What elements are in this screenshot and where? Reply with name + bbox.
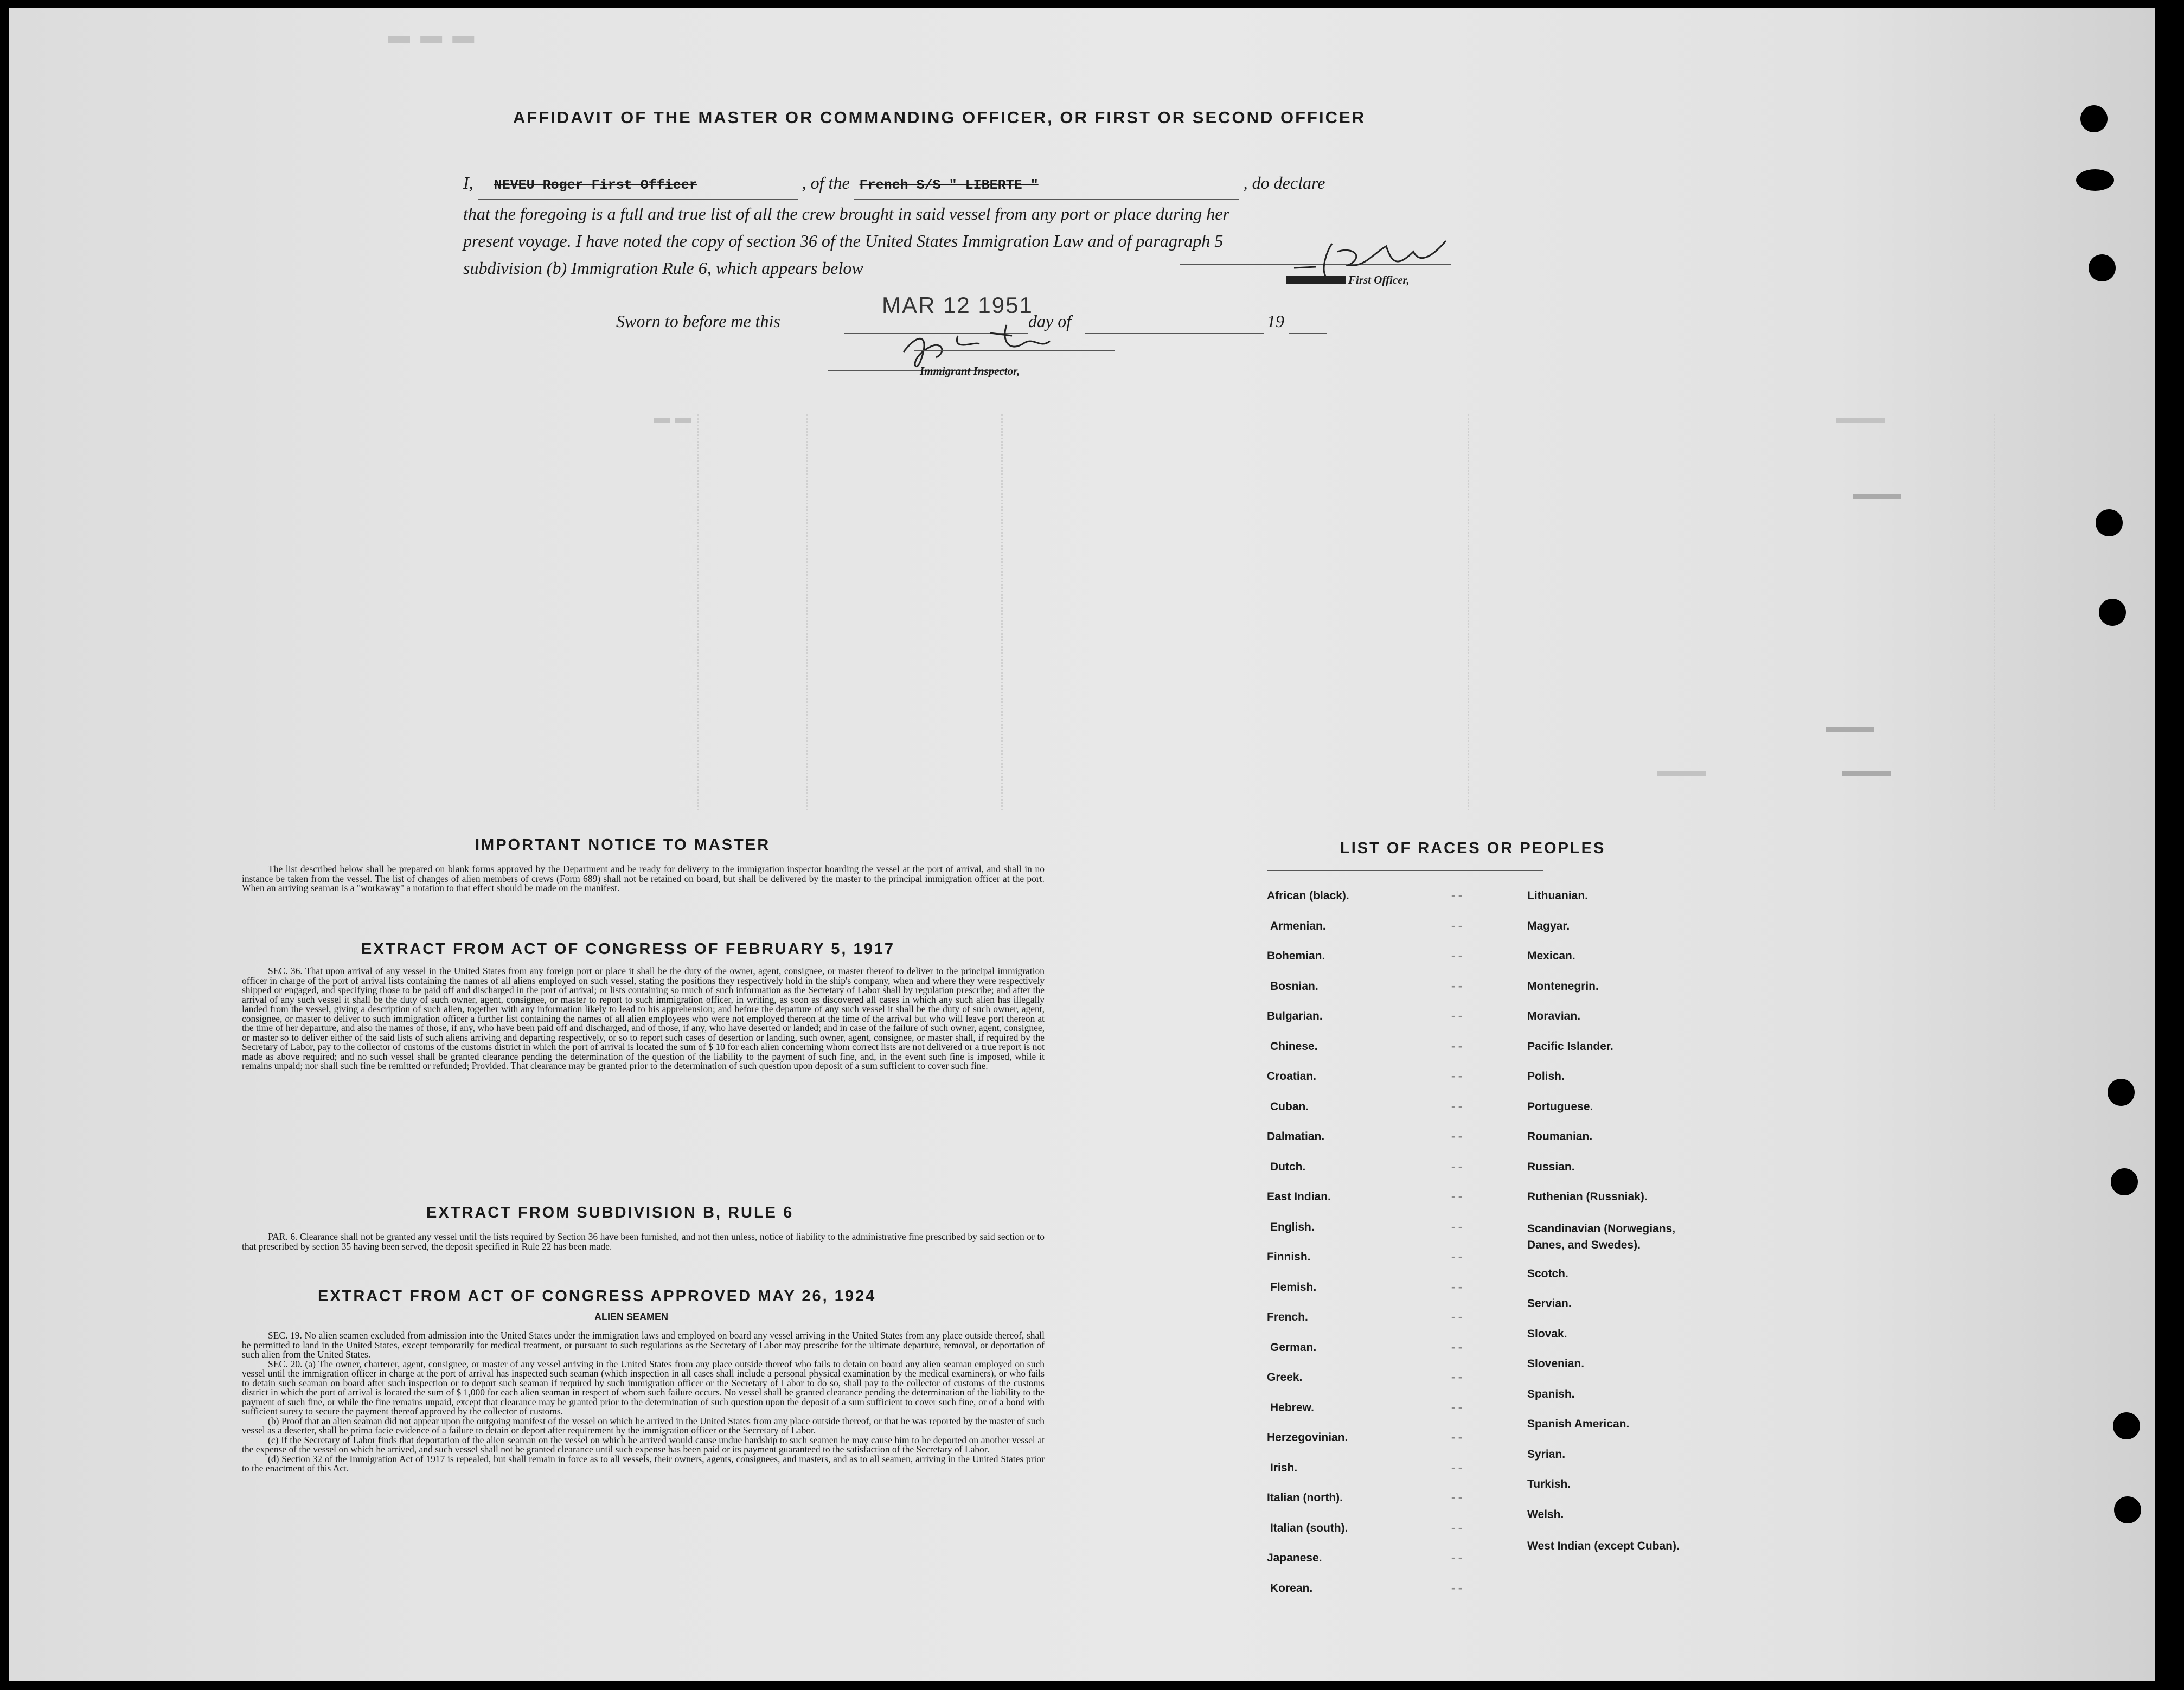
affidavit-line-3: present voyage. I have noted the copy of section 36 of the United States Immigration Law and of paragraph 5: [463, 231, 1224, 251]
race-item: Scotch.: [1527, 1267, 1568, 1280]
race-item: Italian (south).: [1270, 1521, 1348, 1534]
column-guide: [1001, 414, 1003, 810]
race-item: Finnish.: [1267, 1251, 1311, 1263]
race-item: Bulgarian.: [1267, 1010, 1323, 1022]
race-separator: - -: [1451, 1070, 1462, 1083]
affidavit-of-the: , of the: [802, 173, 850, 193]
race-item: Polish.: [1527, 1070, 1565, 1083]
section-20b-text: (b) Proof that an alien seaman did not appear upon the outgoing manifest of the vessel on which he arrived in the United States from any place outside thereof, or that he was reported by the master of such vessel as a deserter, shall be prima facie evidence of a failure to detain or deport after requirement by the immigration officer or the Secretary of Labor.: [242, 1415, 1045, 1436]
race-item: Dalmatian.: [1267, 1130, 1325, 1143]
extract-1924-title: EXTRACT FROM ACT OF CONGRESS APPROVED MAY 26, 1924: [318, 1288, 876, 1305]
extract-1924-body: [242, 1331, 1045, 1474]
races-title: LIST OF RACES OR PEOPLES: [1340, 840, 1606, 857]
extract-1917-body: [242, 966, 1045, 1071]
race-item: Pacific Islander.: [1527, 1040, 1613, 1053]
inspector-caption: Immigrant Inspector,: [920, 364, 1020, 377]
binder-hole: [2099, 599, 2126, 626]
race-separator: - -: [1451, 919, 1462, 932]
race-separator: - -: [1451, 1160, 1462, 1173]
notice-body: [242, 865, 1045, 893]
race-item: Korean.: [1270, 1582, 1313, 1595]
section-20d-text: (d) Section 32 of the Immigration Act of 1917 is repealed, but shall remain in force as to all vessels, their owners, agents, consignees, and masters, and as to all seamen, arriving in the United States prior to the enactment of this Act.: [242, 1453, 1045, 1474]
race-item: Italian (north).: [1267, 1491, 1343, 1504]
race-item: Russian.: [1527, 1160, 1575, 1173]
bleed-through-text: ▬ ▬ ▬: [388, 24, 477, 48]
race-item: Slovenian.: [1527, 1358, 1585, 1371]
race-separator: - -: [1451, 1491, 1462, 1504]
bleed-through-marks: ▬▬▬: [1836, 409, 1885, 427]
race-item: Greek.: [1267, 1371, 1303, 1384]
race-item: Syrian.: [1527, 1448, 1566, 1461]
race-item: Roumanian.: [1527, 1130, 1593, 1143]
race-separator: - -: [1451, 889, 1462, 902]
affidavit-title: AFFIDAVIT OF THE MASTER OR COMMANDING OFFICER, OR FIRST OR SECOND OFFICER: [513, 108, 1366, 127]
race-item: Hebrew.: [1270, 1401, 1314, 1414]
year-prefix: 19: [1267, 311, 1284, 331]
race-item: Armenian.: [1270, 919, 1326, 932]
race-item: Welsh.: [1527, 1508, 1564, 1521]
race-separator: - -: [1451, 1220, 1462, 1233]
date-stamp: MAR 12 1951: [882, 292, 1033, 318]
bleed-through-marks: ▬ ▬: [654, 409, 691, 427]
race-item: West Indian (except Cuban).: [1527, 1540, 1680, 1553]
officer-name: NEVEU Roger First Officer: [478, 172, 798, 200]
races-rule: [1267, 870, 1543, 872]
binder-hole: [2111, 1168, 2138, 1195]
section-36-text: SEC. 36. That upon arrival of any vessel in the United States from any foreign port or place it shall be the duty of the owner, agent, consignee, or master thereof to deliver to the principal immigration officer in charge of the port of arrival lists containing the names of all aliens employed on such vessel, stating the positions they respectively hold in the ship's company, when and where they were respectively shipped or engaged, and specifying those to be paid off and discharged in the port of arrival; or lists containing so much of such information as the Secretary of Labor shall by regulation prescribe; and after the arrival of any such vessel it shall be the duty of such owner, agent, consignee, or master to report to such immigration officer, in writing, as soon as discovered all cases in which any such alien has illegally landed from the vessel, giving a description of such alien, together with any information likely to lead to his apprehension; and before the departure of any such vessel it shall be the duty of such owner, agent, consignee, or master to deliver to such immigration officer a further list containing the names of all alien employees who were not employed thereon at the time of the arrival but who will leave port thereon at the time of her departure, and also the names of those, if any, who have been paid off and discharged, and of those, if any, who have deserted or landed; and in case of the failure of such owner, agent, consignee, or master so to deliver either of the said lists of such aliens arriving and departing respectively, or so to report such cases of desertion or landing, such owner, agent, consignee, or master shall, if required by the Secretary of Labor, pay to the collector of customs of the customs district in which the port of arrival is located the sum of $ 10 for each alien concerning whom correct lists are not delivered or a true report is not made as above required; and no such vessel shall be granted clearance pending the determination of the question of the liability to the payment of such fine, and, in the event such fine is imposed, while it remains unpaid; nor shall such fine be remitted or refunded; Provided. That clearance may be granted prior to the determination of such question upon deposit of a sum sufficient to cover such fine.: [242, 965, 1045, 1071]
race-item: Bohemian.: [1267, 950, 1325, 962]
column-guide: [806, 414, 808, 810]
section-20a-text: SEC. 20. (a) The owner, charterer, agent, consignee, or master of any vessel arriving in the United States from any place outside thereof who fails to detain on board any alien seaman employed on such vessel until the immigration officer in charge at the port of arrival has inspected such seaman (which inspection in all cases shall include a personal physical examination by the medical examiners), or who fails to detain such seaman on board after such inspection or to deport such seaman if required by such immigration officer or the Secretary of Labor to do so, shall pay to the collector of customs of the customs district in which the port of arrival is located the sum of $ 1,000 for each alien seaman in respect of whom such failure occurs. No vessel shall be granted clearance pending the determination of the liability to the payment of such fine, or while the fine remains unpaid, except that clearance may be granted prior to the determination of such question upon the deposit of a sum sufficient to cover such fine, or of a bond with sufficient surety to secure the payment thereof approved by the collector of customs.: [242, 1358, 1045, 1417]
race-item: Mexican.: [1527, 950, 1575, 962]
race-item: Slovak.: [1527, 1327, 1567, 1340]
race-item: Turkish.: [1527, 1478, 1571, 1491]
race-item: Flemish.: [1270, 1281, 1317, 1294]
race-separator: - -: [1451, 1401, 1462, 1414]
race-separator: - -: [1451, 1251, 1462, 1263]
race-separator: - -: [1451, 1461, 1462, 1474]
race-item: Lithuanian.: [1527, 889, 1588, 902]
binder-hole: [2076, 169, 2114, 191]
notice-paragraph: The list described below shall be prepared on blank forms approved by the Department and be ready for delivery to the immigration inspector boarding the vessel at the port of arrival, and shall in no instance be taken from the vessel. The list of changes of alien members of crews (Form 689) shall not be retained on board, but shall be delivered by the master to the principal immigration officer at the port. When an arriving seaman is a "workaway" a notation to that effect should be made on the manifest.: [242, 863, 1045, 893]
race-separator: - -: [1451, 1130, 1462, 1143]
race-separator: - -: [1451, 980, 1462, 993]
race-separator: - -: [1451, 1371, 1462, 1384]
binder-hole: [2113, 1412, 2140, 1439]
affidavit-declare: , do declare: [1243, 173, 1325, 193]
vessel-name: French S/S " LIBERTE ": [854, 172, 1239, 200]
binder-hole: [2089, 254, 2116, 281]
race-item: English.: [1270, 1220, 1315, 1233]
extract-1917-title: EXTRACT FROM ACT OF CONGRESS OF FEBRUARY 5, 1917: [361, 940, 895, 958]
race-separator: - -: [1451, 1010, 1462, 1022]
race-separator: - -: [1451, 1190, 1462, 1203]
race-item: Croatian.: [1267, 1070, 1317, 1083]
race-separator: - -: [1451, 1521, 1462, 1534]
redaction-bar: [1286, 276, 1346, 284]
race-item: Moravian.: [1527, 1010, 1581, 1022]
race-item: Bosnian.: [1270, 980, 1318, 993]
race-item: African (black).: [1267, 889, 1349, 902]
race-item: Chinese.: [1270, 1040, 1318, 1053]
race-item: Portuguese.: [1527, 1100, 1593, 1113]
binder-hole: [2114, 1496, 2141, 1523]
binder-hole: [2080, 105, 2108, 132]
section-19-text: SEC. 19. No alien seamen excluded from admission into the United States under the immigration laws and employed on board any vessel arriving in the United States from any place outside thereof, shall be permitted to land in the United States, except temporarily for medical treatment, or pursuant to such regulations as the Secretary of Labor may prescribe for the ultimate departure, removal, or deportation of such alien from the United States.: [242, 1330, 1045, 1360]
affidavit-line-2: that the foregoing is a full and true list of all the crew brought in said vessel from any port or place during her: [463, 204, 1229, 223]
sworn-text: Sworn to before me this: [616, 311, 780, 331]
alien-seamen-subtitle: ALIEN SEAMEN: [594, 1311, 669, 1322]
race-item: German.: [1270, 1341, 1317, 1354]
race-item: Montenegrin.: [1527, 980, 1599, 993]
race-item: Spanish American.: [1527, 1418, 1630, 1431]
race-item: Scandinavian (Norwegians, Danes, and Swedes).: [1527, 1222, 1676, 1251]
column-guide: [697, 414, 700, 810]
extract-rule6-title: EXTRACT FROM SUBDIVISION B, RULE 6: [426, 1204, 794, 1221]
race-item: Spanish.: [1527, 1387, 1575, 1400]
bleed-through-marks: ▬▬▬: [1842, 761, 1891, 779]
race-separator: - -: [1451, 1341, 1462, 1354]
column-guide: [1994, 414, 1996, 810]
notice-title: IMPORTANT NOTICE TO MASTER: [475, 836, 771, 854]
race-separator: - -: [1451, 1431, 1462, 1444]
signature-caption: First Officer,: [1348, 273, 1410, 286]
day-of-text: day of: [1028, 311, 1072, 331]
section-20c-text: (c) If the Secretary of Labor finds that deportation of the alien seaman on the vessel on which he arrived would cause undue hardship to such seamen he may cause him to be deported on another vessel at the expense of the vessel on which he arrived, and such vessel shall not be granted clearance until such expense has been paid or its payment guaranteed to the satisfaction of the Secretary of Labor.: [242, 1434, 1045, 1455]
race-item: Cuban.: [1270, 1100, 1309, 1113]
race-item: Servian.: [1527, 1297, 1572, 1310]
document-page: [9, 8, 2155, 1681]
race-separator: - -: [1451, 1552, 1462, 1564]
race-item: Herzegovinian.: [1267, 1431, 1348, 1444]
binder-hole: [2108, 1079, 2135, 1106]
year-line: [1289, 333, 1327, 334]
race-separator: - -: [1451, 1311, 1462, 1323]
inspector-line-1: [914, 350, 1115, 351]
race-item: French.: [1267, 1311, 1308, 1323]
affidavit-i: I,: [463, 173, 473, 193]
affidavit-line-1: [463, 169, 1483, 200]
paragraph-6-text: PAR. 6. Clearance shall not be granted any vessel until the lists required by Section 36 have been furnished, and not then unless, notice of liability to the administrative fine prescribed by said section or to that prescribed by section 35 having been served, the deposit specified in Rule 22 has been made.: [242, 1231, 1045, 1252]
race-item: Ruthenian (Russniak).: [1527, 1190, 1648, 1203]
race-item: Dutch.: [1270, 1160, 1306, 1173]
bleed-through-marks: ▬▬▬: [1826, 718, 1874, 736]
binder-hole: [2096, 509, 2123, 536]
bleed-through-marks: ▬▬▬: [1657, 761, 1706, 779]
column-guide: [1468, 414, 1470, 810]
extract-rule6-body: [242, 1232, 1045, 1251]
race-item: Magyar.: [1527, 919, 1570, 932]
affidavit-line-4: subdivision (b) Immigration Rule 6, which appears below: [463, 258, 863, 278]
race-separator: - -: [1451, 1582, 1462, 1595]
race-separator: - -: [1451, 1100, 1462, 1113]
race-item: Japanese.: [1267, 1552, 1322, 1564]
race-item: Irish.: [1270, 1461, 1298, 1474]
race-separator: - -: [1451, 1281, 1462, 1294]
race-separator: - -: [1451, 1040, 1462, 1053]
race-separator: - -: [1451, 950, 1462, 962]
bleed-through-marks: ▬▬▬: [1853, 485, 1901, 503]
race-item: East Indian.: [1267, 1190, 1331, 1203]
